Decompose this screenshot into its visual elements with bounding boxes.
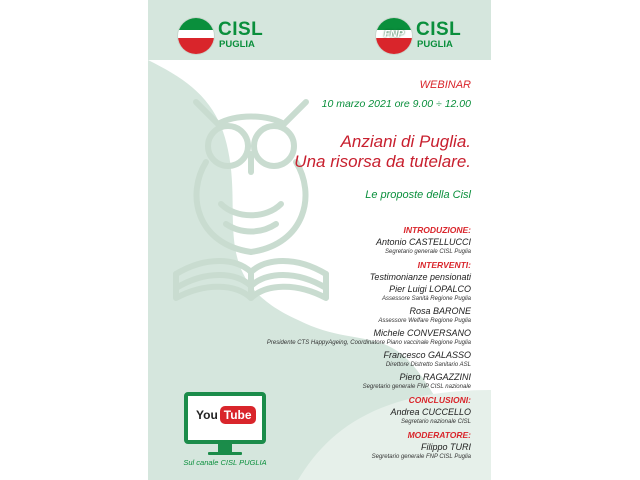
intro-label: INTRODUZIONE: <box>403 225 471 235</box>
speaker-name: Pier Luigi LOPALCO <box>389 284 471 294</box>
youtube-channel[interactable] <box>170 392 280 472</box>
logo-sub: PUGLIA <box>417 39 453 50</box>
youtube-you: You <box>196 408 218 422</box>
title-line-1: Anziani di Puglia. <box>340 132 471 151</box>
youtube-caption: Sul canale CISL PUGLIA <box>183 458 267 467</box>
event-subtitle: Le proposte della Cisl <box>365 189 471 201</box>
flag-circle-icon <box>178 18 214 54</box>
speaker-name: Piero RAGAZZINI <box>399 372 471 382</box>
testimonianze: Testimonianze pensionati <box>369 272 471 282</box>
event-title <box>294 132 471 172</box>
youtube-logo-icon <box>196 406 256 424</box>
moderatore-label: MODERATORE: <box>407 430 471 440</box>
speaker-name: Antonio CASTELLUCCI <box>375 237 471 247</box>
monitor-base <box>208 452 242 455</box>
logo-name: CISL <box>416 19 462 40</box>
logo-sub: PUGLIA <box>219 39 255 50</box>
monitor-stand <box>218 444 232 452</box>
speaker-role: Segretario nazionale CISL <box>400 419 471 425</box>
speaker-role: Assessore Welfare Regione Puglia <box>378 318 471 324</box>
event-date: 10 marzo 2021 ore 9.00 ÷ 12.00 <box>321 98 471 110</box>
speaker-name: Andrea CUCCELLO <box>390 407 471 417</box>
youtube-tube: Tube <box>220 406 256 424</box>
fnp-circle-icon <box>376 18 412 54</box>
webinar-poster <box>148 0 491 480</box>
speaker-role: Segretario generale FNP CISL Puglia <box>371 454 471 460</box>
speaker-role: Presidente CTS HappyAgeing, Coordinatore Piano vaccinale Regione Puglia <box>266 340 471 346</box>
monitor-icon <box>184 392 266 444</box>
speaker-role: Segretario generale CISL Puglia <box>385 249 471 255</box>
logo-name: CISL <box>218 19 264 40</box>
conclusioni-label: CONCLUSIONI: <box>408 395 471 405</box>
title-line-2: Una risorsa da tutelare. <box>294 152 471 171</box>
speaker-role: Segretario generale FNP CISL nazionale <box>362 384 471 390</box>
fnp-badge: FNP <box>384 28 404 40</box>
speaker-role: Assessore Sanità Regione Puglia <box>381 296 471 302</box>
speaker-role: Direttore Distretto Sanitario ASL <box>385 362 471 368</box>
event-type: WEBINAR <box>419 79 471 91</box>
speaker-name: Michele CONVERSANO <box>373 328 471 338</box>
speaker-name: Rosa BARONE <box>409 306 471 316</box>
speaker-name: Francesco GALASSO <box>383 350 471 360</box>
interventi-label: INTERVENTI: <box>417 260 471 270</box>
speaker-name: Filippo TURI <box>420 442 471 452</box>
